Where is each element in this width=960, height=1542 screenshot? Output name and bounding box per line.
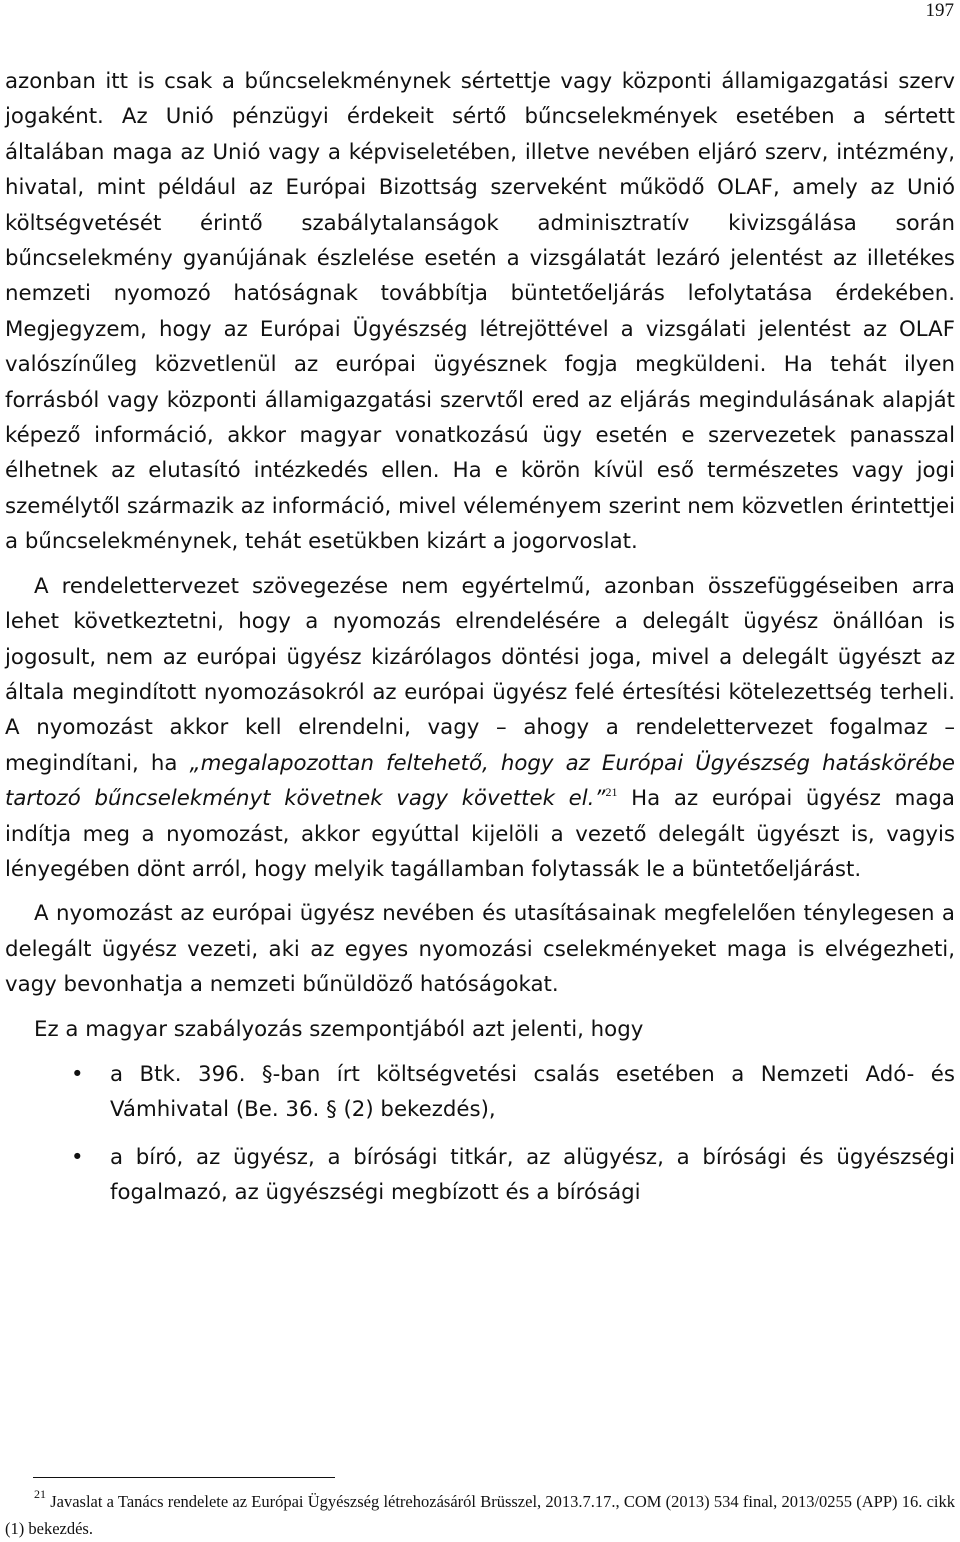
footnote-text: Javaslat a Tanács rendelete az Európai Ügyészség létrehozásáról Brüsszel, 2013.7.17., COM (2013) 534 final, 2013/0255 (APP) 16. cikk (1) bekezdés. [5, 1492, 955, 1538]
bullet-icon: • [71, 1061, 84, 1087]
list-item-text: a bíró, az ügyész, a bírósági titkár, az alügyész, a bírósági és ügyészségi fogalmazó, az ügyészségi megbízott és a bírósági [110, 1144, 955, 1206]
list-item-text: a Btk. 396. §-ban írt költségvetési csalás esetében a Nemzeti Adó- és Vámhivatal (Be. 36. § (2) bekezdés), [110, 1061, 955, 1123]
page-number: 197 [925, 0, 954, 21]
paragraph-intro: Ez a magyar szabályozás szempontjából azt jelenti, hogy [34, 1016, 644, 1042]
paragraph-nyomozas: A nyomozást az európai ügyész nevében és utasításainak megfelelően ténylegesen a delegált ügyész vezeti, aki az egyes nyomozási cselekményeket maga is elvégezheti, vagy bevonhatja a nemzeti bűnüldöző hatóságokat. [5, 901, 955, 998]
paragraph-text: Ha az európai ügyész maga indítja meg a nyomozást, akkor egyúttal kijelöli a vezető delegált ügyészt is, vagyis lényegében dönt arról, hogy melyik tagállamban folytassák le a büntetőeljárást. [5, 786, 955, 882]
italic-quote: „megalapozottan feltehető, hogy az Európai Ügyészség hatáskörébe tartozó bűncselekményt követnek vagy követtek el.” [5, 750, 955, 812]
paragraph-text: A rendelettervezet szövegezése nem egyértelmű, azonban összefüggéseiben arra lehet következtetni, hogy a nyomozás elrendelésére a delegált ügyész önállóan is jogosult, nem az európai ügyész kizárólagos döntési joga, mivel a delegált ügyészt az általa megindított nyomozásokról az európai ügyész felé értesítési kötelezettség terheli. A nyomozást akkor kell elrendelni, vagy – ahogy a rendelettervezet fogalmaz – megindítani, ha [5, 573, 955, 776]
footnote [5, 1488, 955, 1542]
list-item [5, 1057, 955, 1128]
footnote-reference[interactable]: 21 [605, 785, 618, 800]
bullet-list [5, 1057, 955, 1211]
footnote-separator [33, 1477, 335, 1478]
footnote-number: 21 [34, 1487, 46, 1501]
bullet-icon: • [71, 1144, 84, 1170]
document-body [5, 64, 955, 1223]
paragraph-continued: azonban itt is csak a bűncselekménynek sértettje vagy központi államigazgatási szerv jogaként. Az Unió pénzügyi érdekeit sértő bűncselekmények esetében a sértett általában maga az Unió vagy a képviseletében, illetve nevében eljáró szerv, intézmény, hivatal, mint például az Európai Bizottság szerveként működő OLAF, amely az Unió költségvetését érintő szabálytalanságok adminisztratív kivizsgálása során bűncselekmény gyanújának észlelése esetén a vizsgálatát lezáró jelentést az illetékes nemzeti nyomozó hatóságnak továbbítja büntetőeljárás lefolytatása érdekében. Megjegyzem, hogy az Európai Ügyészség létrejöttével a vizsgálati jelentést az OLAF valószínűleg közvetlenül az európai ügyésznek fogja megküldeni. Ha tehát ilyen forrásból vagy központi államigazgatási szervtől ered az eljárás megindulásának alapját képező információ, akkor magyar vonatkozású ügy esetén e szervezetek panasszal élhetnek az elutasító intézkedés ellen. Ha e körön kívül eső természetes vagy jogi személytől származik az információ, mivel véleményem szerint nem közvetlen érintettjei a bűncselekménynek, tehát esetükben kizárt a jogorvoslat. [5, 69, 955, 555]
list-item [5, 1140, 955, 1211]
paragraph-rendelettervezet [5, 569, 955, 888]
